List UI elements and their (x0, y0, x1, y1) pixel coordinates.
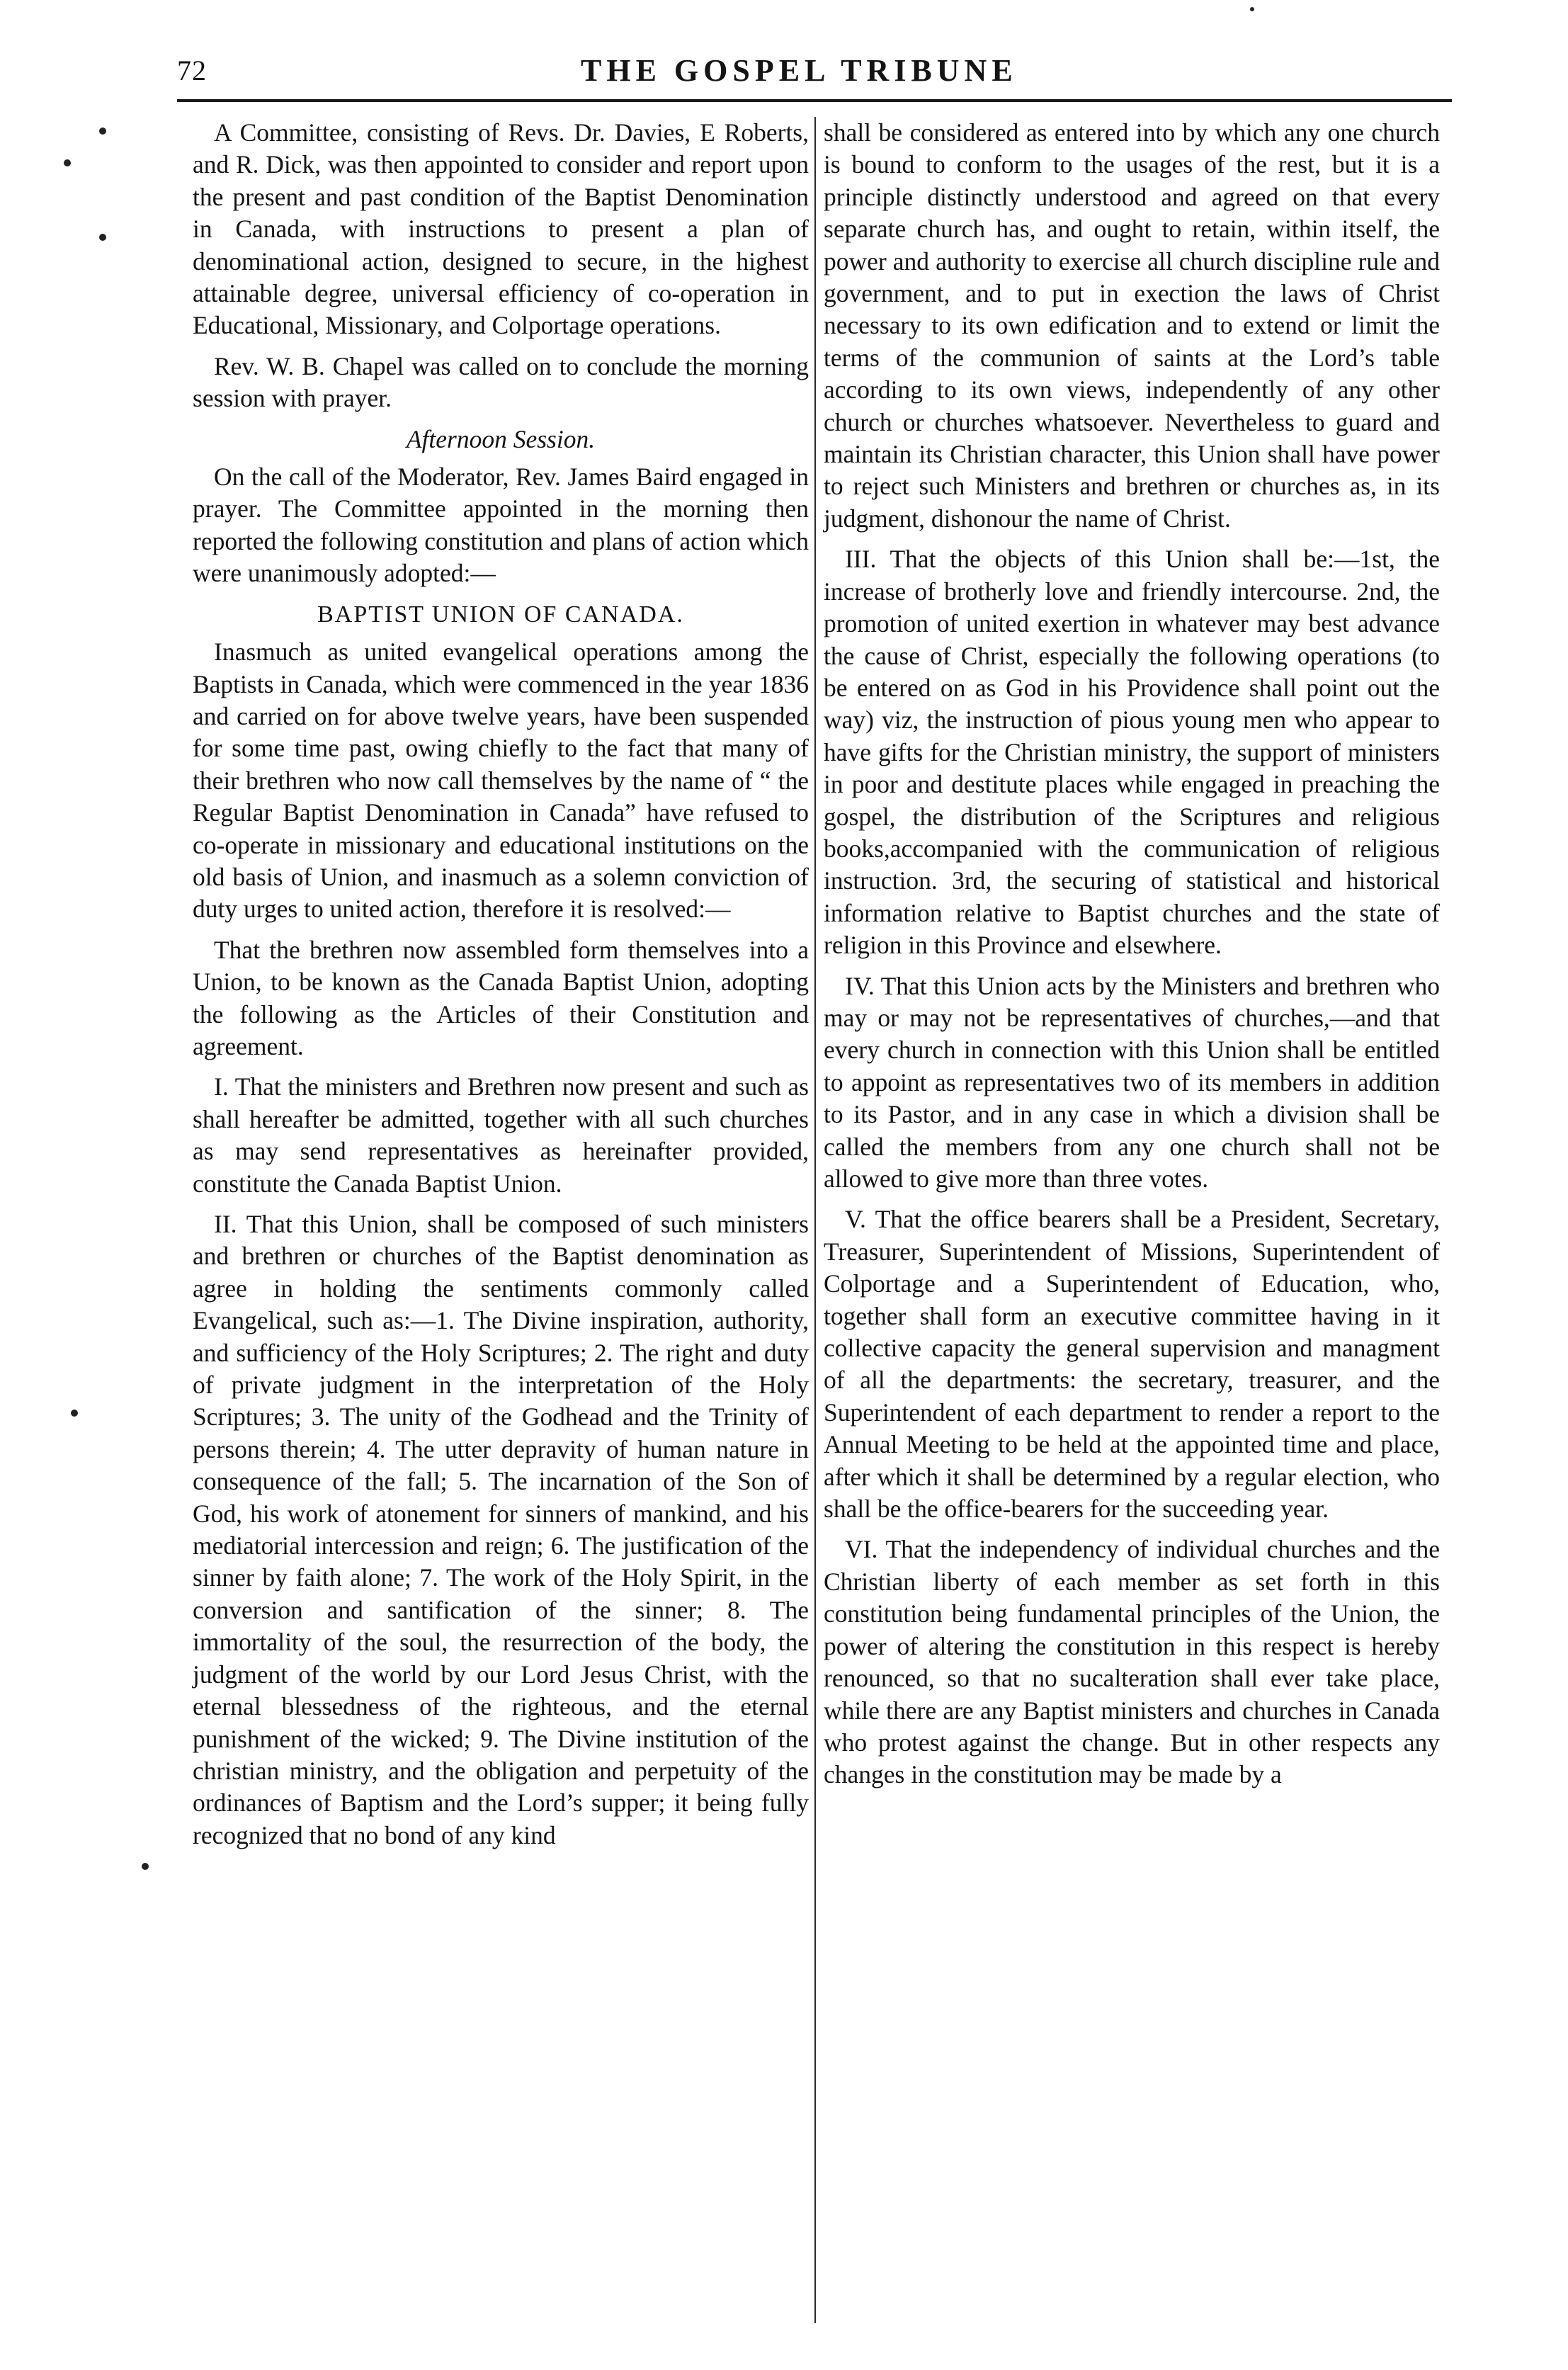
paragraph-moderator: On the call of the Moderator, Rev. James Baird engaged in prayer. The Committee appointed in the morning then reported the following constitution and plans of action which were unanimously adopted:— (193, 463, 809, 588)
article-vi: VI. That the independency of individual churches and the Christian liberty of each member as set forth in this constitution being fundamental principles of the Union, the power of altering the constitution in this respect is hereby renounced, so that no sucalteration shall ever take place, while there are any Baptist ministers and churches in Canada who protest against the change. But in other respects any changes in the constitution may be made by a (824, 1535, 1440, 1789)
article-i: I. That the ministers and Brethren now present and such as shall hereafter be admitted, together with all such churches as may send representatives as hereinafter provided, constitute the Canada Baptist Union. (193, 1072, 809, 1198)
article-ii-continued: shall be considered as entered into by which any one church is bound to conform to the usages of the rest, but it is a principle distinctly understood and agreed on that every separate church has, and ought to retain, within itself, the power and authority to exercise all church discipline rule and government, and to put in exection the laws of Christ necessary to its own edification and to extend or limit the terms of the communion of saints at the Lord’s table according to its own views, independently of any other church or churches whatsoever. Nevertheless to guard and maintain its Christian character, this Union shall have power to reject such Ministers and brethren or churches as, in its judgment, dishonour the name of Christ. (824, 118, 1440, 533)
page-header (177, 50, 1452, 92)
page-number: 72 (177, 55, 207, 86)
afternoon-session-heading: Afternoon Session. (406, 424, 596, 453)
paragraph-committee: A Committee, consisting of Revs. Dr. Davies, E Roberts, and R. Dick, was then appointed to consider and report upon the present and past condition of the Baptist Denomination in Canada, with instructions to present a plan of denominational action, designed to secure, in the highest attainable degree, universal efficiency of co-operation in Educational, Missionary, and Colportage operations. (193, 118, 809, 340)
scan-speck (1250, 7, 1254, 11)
article-iii: III. That the objects of this Union shall be:—1st, the increase of brotherly love and friendly intercourse. 2nd, the promotion of united exertion in whatever may best advance the cause of Christ, especially the following operations (to be entered on as God in his Providence shall point out the way) viz, the instruction of pious young men who appear to have gifts for the Christian ministry, the support of ministers in poor and destitute places while engaged in preaching the gospel, the distribution of the Scriptures and religious books,accompanied with the communication of religious instruction. 3rd, the securing of statistical and historical information relative to Baptist churches and the state of religion in this Province and elsewhere. (824, 545, 1440, 960)
article-iv: IV. That this Union acts by the Ministers and brethren who may or may not be representatives of churches,—and that every church in connection with this Union shall be entitled to appoint as representatives two of its members in addition to its Pastor, and in any case in which a division shall be called the members from any one church shall not be allowed to give more than three votes. (824, 971, 1440, 1193)
scan-speck (64, 159, 71, 166)
scan-speck (142, 1863, 149, 1870)
scan-speck (99, 234, 106, 241)
paragraph-closing-prayer: Rev. W. B. Chapel was called on to conclude the morning session with prayer. (193, 351, 809, 413)
header-rule (177, 99, 1452, 102)
running-title: THE GOSPEL TRIBUNE (581, 53, 1018, 88)
article-v: V. That the office bearers shall be a President, Secretary, Treasurer, Superintendent of Missions, Superintendent of Colportage and a Superintendent of Education, who, together shall form an executive committee having in it collective capacity the general supervision and managment of all the departments: the secretary, treasurer, and the Superintendent of each department to render a report to the Annual Meeting to be held at the appointed time and place, after which it shall be determined by a regular election, who shall be the office-bearers for the succeeding year. (824, 1205, 1440, 1524)
right-column (824, 117, 1440, 1800)
paragraph-resolution: That the brethren now assembled form themselves into a Union, to be known as the Canada Baptist Union, adopting the following as the Articles of their Constitution and agreement. (193, 935, 809, 1060)
scan-speck (99, 127, 106, 135)
union-heading: BAPTIST UNION OF CANADA. (317, 601, 684, 628)
article-ii: II. That this Union, shall be composed of such ministers and brethren or churches of the Baptist denomination as agree in holding the sentiments commonly called Evangelical, such as:—1. The Divine inspiration, authority, and sufficiency of the Holy Scriptures; 2. The right and duty of private judgment in the interpretation of the Holy Scriptures; 3. The unity of the Godhead and the Trinity of persons therein; 4. The utter depravity of human nature in consequence of the fall; 5. The incarnation of the Son of God, his work of atonement for sinners of mankind, and his mediatorial intercession and reign; 6. The justification of the sinner by faith alone; 7. The work of the Holy Spirit, in the conversion and santification of the sinner; 8. The immortality of the soul, the resurrection of the body, the judgment of the world by our Lord Jesus Christ, with the eternal blessedness of the righteous, and the eternal punishment of the wicked; 9. The Divine institution of the christian ministry, and the obligation and perpetuity of the ordinances of Baptism and the Lord’s supper; it being fully recognized that no bond of any kind (193, 1210, 809, 1849)
column-divider (814, 117, 816, 2323)
left-column (193, 117, 809, 1860)
scan-speck (71, 1410, 78, 1417)
paragraph-inasmuch: Inasmuch as united evangelical operations among the Baptists in Canada, which were commenced in the year 1836 and carried on for above twelve years, have been suspended for some time past, owing chiefly to the fact that many of their brethren who now call themselves by the name of “ the Regular Baptist Denomination in Canada” have refused to co-operate in missionary and educational institutions on the old basis of Union, and inasmuch as a solemn conviction of duty urges to united action, therefore it is resolved:— (193, 637, 809, 924)
